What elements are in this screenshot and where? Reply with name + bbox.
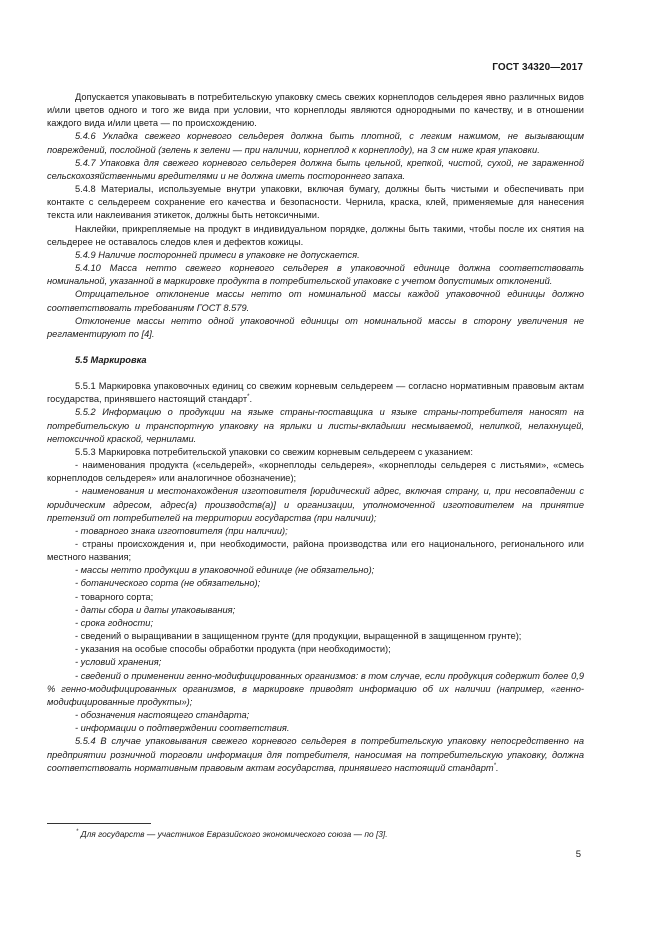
paragraph-text: 5.5.1 Маркировка упаковочных единиц со свежим корневым сельдереем — согласно нормативным правовым актам государства, принявшего настоящий стандарт — [47, 381, 584, 405]
list-item: - ботанического сорта (не обязательно); — [75, 578, 261, 589]
list-item: - сведений о выращивании в защищенном грунте (для продукции, выращенной в защищенном грунте); — [75, 631, 522, 642]
list-item: - страны происхождения и, при необходимости, района производства или его национального, регионального или местного названия; — [47, 539, 584, 563]
document-code: ГОСТ 34320—2017 — [492, 62, 583, 73]
list-item: - информации о подтверждении соответствия. — [75, 723, 290, 734]
paragraph — [47, 735, 584, 774]
list-item: - обозначения настоящего стандарта; — [75, 710, 250, 721]
list-item: - товарного знака изготовителя (при наличии); — [75, 525, 288, 536]
list-item: - массы нетто продукции в упаковочной единице (не обязательно); — [75, 565, 375, 576]
paragraph: 5.5.3 Маркировка потребительской упаковки со свежим корневым сельдереем с указанием: — [75, 446, 473, 457]
footnote-ref: * — [493, 762, 496, 769]
list-item: - сведений о применении генно-модифицированных организмов: в том случае, если продукция содержит более 0,9 % генно-модифицированных организмов, в маркировке приводят информацию об их наличии (например, «генно-модифицированные продукты»); — [47, 670, 584, 707]
paragraph-text: 5.5.4 В случае упаковывания свежего корневого сельдерея в потребительскую упаковку непосредственно на предприятии розничной торговли информация для потребителя, наносимая на потребительскую упаковку, должна соответствовать нормативным правовым актам государства, принявшего настоящий стандарт — [47, 736, 584, 773]
section-title: 5.5 Маркировка — [75, 354, 147, 365]
list-item: - наименования и местонахождения изготовителя [юридический адрес, включая страну, и, при несовпадении с юридическим адресом, адрес(а) производств(а)] и организации, уполномоченной изготовителем на принятие претензий от потребителей на территории государства (при наличии); — [47, 486, 584, 523]
list-item: - товарного сорта; — [75, 591, 154, 602]
main-text — [47, 91, 584, 775]
paragraph-end: . — [495, 762, 499, 773]
paragraph: 5.4.8 Материалы, используемые внутри упаковки, включая бумагу, должны быть чистыми и обеспечивать при контакте с сельдереем сохранение его качества и безопасности. Чернила, краска, клей, применяемые для нанесения текста или наклеивания этикеток, должны быть нетоксичными. — [47, 184, 584, 221]
paragraph: Наклейки, прикрепляемые на продукт в индивидуальном порядке, должны быть такими, чтобы после их снятия на сельдерее не оставалось следов клея и дефектов кожицы. — [47, 223, 584, 247]
paragraph — [47, 380, 584, 406]
list-item: - наименования продукта («сельдерей», «корнеплоды сельдерея», «корнеплоды сельдерея с листьями», «смесь корнеплодов сельдерея» или аналогичное обозначение); — [47, 460, 584, 484]
paragraph: 5.4.9 Наличие посторонней примеси в упаковке не допускается. — [75, 249, 360, 260]
page-number: 5 — [575, 849, 581, 860]
paragraph: Допускается упаковывать в потребительскую упаковку смесь свежих корнеплодов сельдерея явно различных видов и/или цветов одного и того же вида при условии, что корнеплоды являются однородными по качеству, и в отношении каждого вида и/или цвета — по происхождению. — [47, 92, 584, 129]
footnote-text: Для государств — участников Евразийского экономического союза — по [3]. — [80, 829, 388, 839]
list-item: - указания на особые способы обработки продукта (при необходимости); — [75, 644, 391, 655]
list-item: - даты сбора и даты упаковывания; — [75, 604, 236, 615]
paragraph: 5.4.7 Упаковка для свежего корневого сельдерея должна быть цельной, крепкой, чистой, сухой, не зараженной сельскохозяйственными вредителями и не должна иметь постороннего запаха. — [47, 157, 584, 181]
paragraph: 5.5.2 Информацию о продукции на языке страны-поставщика и языке страны-потребителя наносят на потребительскую и транспортную упаковку на ярлыки и листы-вкладыши несмываемой, нелипкой, нелахнущей, нетоксичной краской, чернилами. — [47, 407, 584, 444]
list-item: - срока годности; — [75, 617, 154, 628]
paragraph: Отклонение массы нетто одной упаковочной единицы от номинальной массы в сторону увеличения не регламентируют по [4]. — [47, 315, 584, 339]
footnote-divider — [47, 823, 151, 824]
footnote-mark: * — [76, 829, 79, 836]
footnote-ref: * — [247, 394, 250, 401]
paragraph-end: . — [249, 394, 253, 405]
paragraph: 5.4.10 Масса нетто свежего корневого сельдерея в упаковочной единице должна соответствовать номинальной, указанной в маркировке продукта в потребительской упаковке с учетом допустимых отклонений. — [47, 263, 584, 287]
paragraph: 5.4.6 Укладка свежего корневого сельдерея должна быть плотной, с легким нажимом, не вызывающим повреждений, послойной (зелень к зелени — при наличии, корнеплод к корнеплоду), на 3 см ниже края упаковки. — [47, 131, 584, 155]
paragraph: Отрицательное отклонение массы нетто от номинальной массы каждой упаковочной единицы должно соответствовать требованиям ГОСТ 8.579. — [47, 289, 584, 313]
footnote — [76, 829, 388, 839]
list-item: - условий хранения; — [75, 657, 162, 668]
